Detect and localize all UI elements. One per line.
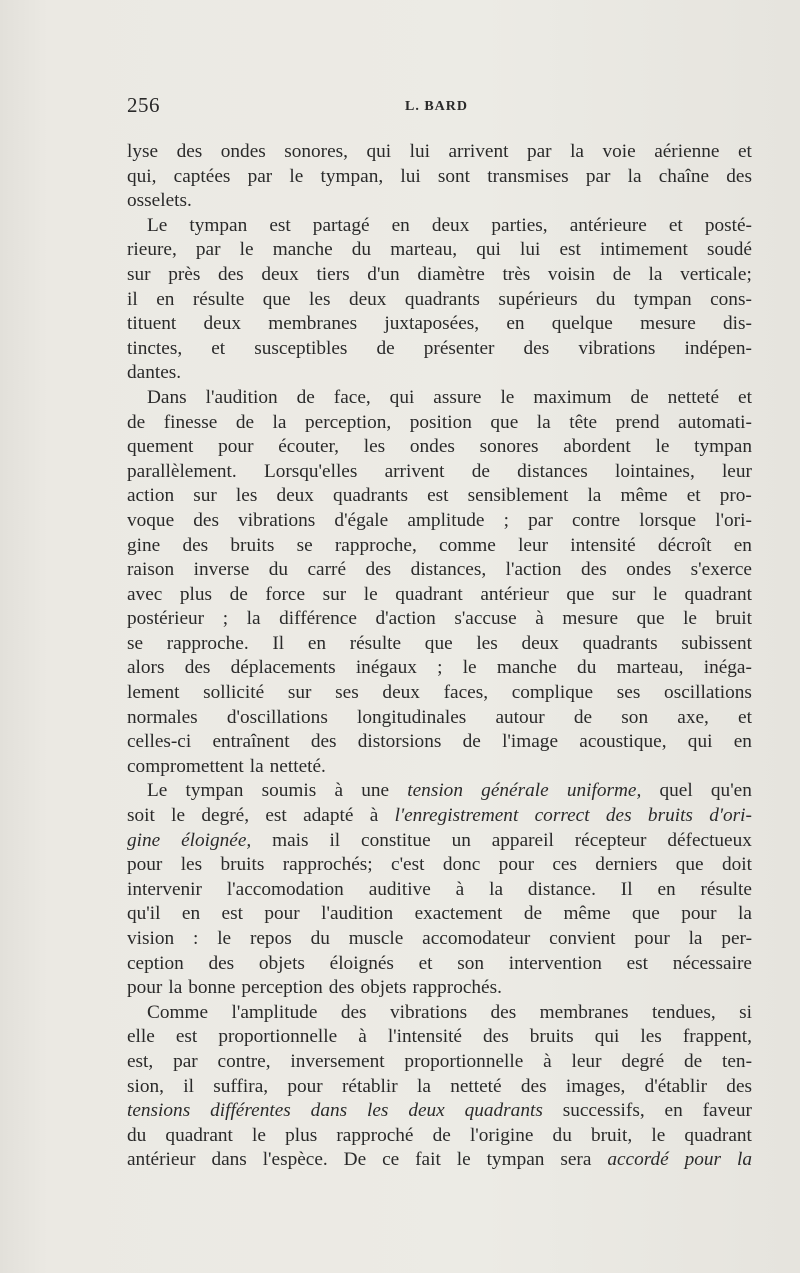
text-line: se rapproche. Il en résulte que les deux quadrants subissent: [127, 632, 752, 654]
body-text: [127, 140, 752, 1173]
text-line: normales d'oscillations longitudinales autour de son axe, et: [127, 706, 752, 728]
running-head: L. BARD: [405, 99, 469, 114]
text-line: est, par contre, inversement proportionnelle à leur degré de ten-: [127, 1050, 752, 1072]
text-line: tensions différentes dans les deux quadrants successifs, en faveur: [127, 1100, 752, 1122]
text-line: il en résulte que les deux quadrants supérieurs du tympan cons-: [127, 288, 752, 310]
text-line: voque des vibrations d'égale amplitude ; par contre lorsque l'ori-: [127, 509, 752, 531]
text-line: osselets.: [127, 190, 192, 212]
text-line: compromettent la netteté.: [127, 755, 326, 777]
text-line: raison inverse du carré des distances, l'action des ondes s'exerce: [127, 559, 752, 581]
text-line: gine des bruits se rapproche, comme leur intensité décroît en: [127, 534, 752, 556]
text-line: Comme l'amplitude des vibrations des membranes tendues, si: [147, 1001, 752, 1023]
text-line: Le tympan soumis à une tension générale uniforme, quel qu'en: [147, 780, 752, 802]
text-line: celles-ci entraînent des distorsions de l'image acoustique, qui en: [127, 731, 752, 753]
text-line: ception des objets éloignés et son intervention est nécessaire: [127, 952, 752, 974]
text-line: vision : le repos du muscle accomodateur convient pour la per-: [127, 928, 752, 949]
text-line: gine éloignée, mais il constitue un appareil récepteur défectueux: [127, 829, 752, 851]
page-number: 256: [127, 93, 160, 117]
text-line: alors des déplacements inégaux ; le manche du marteau, inéga-: [127, 657, 752, 679]
text-line: soit le degré, est adapté à l'enregistrement correct des bruits d'ori-: [127, 805, 752, 827]
page-header: [127, 93, 752, 123]
text-line: qui, captées par le tympan, lui sont transmises par la chaîne des: [127, 165, 752, 187]
text-line: pour les bruits rapprochés; c'est donc pour ces derniers que doit: [127, 854, 752, 876]
text-line: Dans l'audition de face, qui assure le maximum de netteté et: [147, 386, 752, 408]
text-line: rieure, par le manche du marteau, qui lui est intimement soudé: [127, 239, 752, 261]
text-line: qu'il en est pour l'audition exactement de même que pour la: [127, 903, 752, 925]
text-line: sur près des deux tiers d'un diamètre très voisin de la verticale;: [127, 263, 752, 285]
text-line: pour la bonne perception des objets rapprochés.: [127, 977, 502, 999]
text-line: quement pour écouter, les ondes sonores abordent le tympan: [127, 436, 752, 458]
text-line: parallèlement. Lorsqu'elles arrivent de distances lointaines, leur: [127, 460, 752, 482]
text-line: action sur les deux quadrants est sensiblement la même et pro-: [127, 485, 752, 507]
text-line: tituent deux membranes juxtaposées, en quelque mesure dis-: [127, 313, 752, 335]
text-line: Le tympan est partagé en deux parties, antérieure et posté-: [147, 214, 752, 236]
text-line: dantes.: [127, 362, 182, 384]
text-line: tinctes, et susceptibles de présenter des vibrations indépen-: [127, 337, 752, 359]
text-line: de finesse de la perception, position que la tête prend automati-: [127, 411, 752, 433]
text-line: intervenir l'accomodation auditive à la distance. Il en résulte: [127, 878, 752, 900]
text-line: sion, il suffira, pour rétablir la netteté des images, d'établir des: [127, 1075, 752, 1097]
text-line: antérieur dans l'espèce. De ce fait le tympan sera accordé pour la: [127, 1149, 752, 1171]
text-line: avec plus de force sur le quadrant antérieur que sur le quadrant: [127, 583, 752, 605]
text-line: lement sollicité sur ses deux faces, complique ses oscillations: [127, 682, 752, 704]
text-line: du quadrant le plus rapproché de l'origine du bruit, le quadrant: [127, 1124, 752, 1146]
text-line: lyse des ondes sonores, qui lui arrivent par la voie aérienne et: [127, 141, 752, 162]
text-line: postérieur ; la différence d'action s'accuse à mesure que le bruit: [127, 608, 752, 630]
text-line: elle est proportionnelle à l'intensité des bruits qui les frappent,: [127, 1026, 752, 1048]
